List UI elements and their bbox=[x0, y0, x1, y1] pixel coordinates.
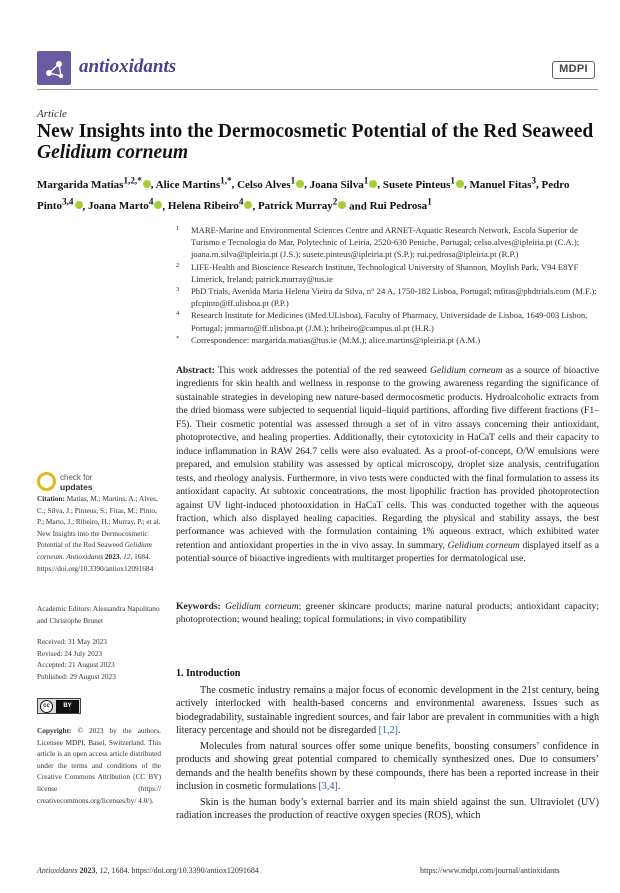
citation-doi-link[interactable]: , 1684. https://doi.org/10.3390/antiox12091684 bbox=[37, 551, 154, 573]
copyright-notice: Copyright: © 2023 by the authors. Licensee MDPI, Basel, Switzerland. This article is an open access article distributed under the terms and conditions of the Creative Commons Attribution (CC BY) license (https:// creativecommons.org/licenses/by/ 4.0/). bbox=[37, 726, 161, 805]
affiliation: 2 LIFE-Health and Bioscience Research Institute, Technological University of Shannon, Moylish Park, V94 E8YF Limerick, Ireland; patrick.murray@tus.ie bbox=[176, 261, 579, 284]
author[interactable]: Joana Marto$^4$ bbox=[88, 200, 162, 212]
author-list: Margarida Matias$^{1,2,*}$ , Alice Martins$^{1,*}$, Celso Alves$^1$ , Joana Silva$^1$ , Susete Pinteus$^1$ , Manuel Fitas$^3$, Pedro Pinto$^{3,4}$ , Joana Marto$^4$ , Helena Ribeiro$^4$ , Patrick Murray$^2$ and Rui Pedrosa$^1$ bbox=[37, 175, 570, 213]
paragraph: The cosmetic industry remains a major focus of economic development in the 21st century, being actively interlocked with health-based concerns and environmental awareness. Issues such as biodegradability, sustainable ingredient sources, and fair labor are prevalent in communities with a high literacy percentage and should not be disregarded [1,2]. bbox=[176, 685, 599, 737]
affiliation: 1 MARE-Marine and Environmental Sciences Centre and ARNET-Aquatic Research Network, Escola Superior de Turismo e Tecnologia do Mar, Polytechnic of Leiria, 2520-630 Peniche, Portugal; celso.alves@ipleiria.pt (C.A.); joana.m.silva@ipleiria.pt (J.S.); susete.pinteus@ipleiria.pt (S.P.); rui.pedrosa@ipleiria.pt (R.P.) bbox=[176, 225, 580, 260]
academic-editors: Academic Editors: Alessandra Napolitano and Christophe Brunet bbox=[37, 604, 160, 625]
author[interactable]: Helena Ribeiro$^4$ bbox=[168, 200, 253, 212]
article-type: Article bbox=[37, 108, 67, 120]
check-for-updates-button[interactable]: check for updates bbox=[37, 472, 127, 494]
reference-link[interactable]: [3,4] bbox=[318, 781, 338, 793]
footer-journal-url[interactable]: https://www.mdpi.com/journal/antioxidants bbox=[420, 866, 560, 875]
affiliation: 4 Research Institute for Medicines (iMed.ULisboa), Faculty of Pharmacy, Universidade de Lisboa, 1649-003 Lisbon, Portugal; jmmarto@ff.ulisboa.pt (J.M.); hribeiro@campus.ul.pt (H.R.) bbox=[176, 310, 588, 333]
article-title: New Insights into the Dermocosmetic Potential of the Red Seaweed Gelidium corneum bbox=[37, 121, 594, 163]
paragraph: Molecules from natural sources offer some unique benefits, boosting consumers’ confidence in products and showing great potential compared to chemically synthesized ones. Due to consumers’ demands and the health benefits shown by these compounds, there has been a reported increase in their inclusion in cosmetic formulations [3,4]. bbox=[176, 740, 599, 793]
journal-name[interactable]: antioxidants bbox=[79, 56, 177, 77]
header-divider bbox=[37, 89, 598, 90]
footer-citation: Antioxidants 2023, 12, 1684. https://doi.org/10.3390/antiox12091684 bbox=[37, 866, 259, 875]
author[interactable]: Pedro Pinto$^{3,4}$ bbox=[37, 178, 570, 213]
orcid-icon[interactable] bbox=[296, 180, 304, 188]
publisher-logo[interactable]: MDPI bbox=[552, 61, 595, 79]
author[interactable]: Joana Silva$^1$ bbox=[310, 179, 378, 191]
citation: Citation: Matias, M.; Martins, A.; Alves, C.; Silva, J.; Pinteus, S.; Fitas, M.; Pinto, P.; Marto, J.; Ribeiro, H.; Murray, P.; et al. New Insights into the Dermocosmetic Potential of the Red Seaweed Gelidium corneum. Antioxidants 2023, 12, 1684. https://doi.org/10.3390/antiox12091684 bbox=[37, 494, 161, 573]
publication-dates: Received: 31 May 2023 Revised: 24 July 2023 Accepted: 21 August 2023 Published: 29 August 2023 bbox=[37, 637, 116, 681]
orcid-icon[interactable] bbox=[244, 201, 252, 209]
orcid-icon[interactable] bbox=[369, 180, 377, 188]
cc-icon: cc bbox=[40, 700, 53, 713]
abstract: Abstract: This work addresses the potential of the red seaweed Gelidium corneum as a source of bioactive ingredients for skin health and wellness in response to the growing awareness regarding the significance of sustainable strategies in developing new nature-based dermocosmetic products. Hydroalcoholic extracts from the dried biomass were subjected to sequential liquid–liquid partitions, affording five different fractions (F1–F5). Their cosmetic potential was assessed through a set of in vitro assays concerning their antioxidant, photoprotective, and healing properties. Additionally, their cytotoxicity in HaCaT cells and their capacity to induce inflammation in RAW 264.7 cells were also evaluated. As a proof-of-concept, O/W emulsions were prepared, and emulsion stability was assessed by optical microscopy, droplet size analysis, centrifugation tests, and rheology analysis. Furthermore, in vivo tests were conducted with the final formulation to assess its antioxidant capacity. At subtoxic concentrations, the most lipophilic fraction has provided photoprotection against UV light-induced photooxidation in HaCaT cells. This was conducted together with the aqueous fraction, which also displayed healing capacities. Regarding the physical and stability assays, the best performance was achieved with the formulation containing 1% aqueous extract, which exhibited water retention and antioxidant properties in the in vivo assay. In summary, Gelidium corneum displayed itself as a potential source of bioactive ingredients with multitarget properties for dermatological use. bbox=[176, 365, 599, 565]
orcid-icon[interactable] bbox=[154, 201, 162, 209]
author[interactable]: Celso Alves$^1$ bbox=[237, 179, 304, 191]
by-icon: BY bbox=[56, 700, 79, 713]
correspondence: * Correspondence: margarida.matias@tus.ie (M.M.); alice.martins@ipleiria.pt (A.M.) bbox=[176, 334, 481, 345]
footer-doi-link[interactable]: , 1684. https://doi.org/10.3390/antiox12091684 bbox=[107, 866, 259, 875]
author[interactable]: Susete Pinteus$^1$ bbox=[383, 179, 464, 191]
author[interactable]: Manuel Fitas$^3$ bbox=[469, 175, 537, 191]
author[interactable]: Rui Pedrosa$^1$ bbox=[369, 196, 432, 213]
introduction-body bbox=[176, 684, 599, 825]
section-heading: 1. Introduction bbox=[176, 668, 241, 679]
author[interactable]: Patrick Murray$^2$ bbox=[258, 200, 346, 212]
affiliations bbox=[176, 224, 601, 346]
orcid-icon[interactable] bbox=[143, 180, 151, 188]
paragraph: Skin is the human body’s external barrier and its main shield against the sun. Ultraviolet (UV) radiation increases the production of reactive oxygen species (ROS), which bbox=[176, 796, 599, 822]
affiliation: 3 PhD Trials, Avenida Maria Helena Vieira da Silva, n° 24 A, 1750-182 Lisboa, Portugal; mfitas@phdtrials.com (M.F.); pfcpinto@ff.ulisboa.pt (P.P.) bbox=[176, 286, 597, 309]
check-updates-icon bbox=[37, 472, 56, 491]
keywords: Keywords: Gelidium corneum; greener skincare products; marine natural products; antioxidant capacity; photoprotection; wound healing; topical formulations; in vivo compatibility bbox=[176, 601, 599, 626]
author[interactable]: Margarida Matias$^{1,2,*}$ bbox=[37, 179, 151, 191]
author[interactable]: Alice Martins$^{1,*}$ bbox=[155, 175, 232, 191]
orcid-icon[interactable] bbox=[75, 201, 83, 209]
orcid-icon[interactable] bbox=[338, 201, 346, 209]
reference-link[interactable]: [1,2] bbox=[378, 725, 398, 737]
cc-by-license-badge[interactable] bbox=[37, 698, 81, 714]
journal-logo bbox=[37, 51, 71, 85]
molecule-icon bbox=[37, 51, 71, 85]
orcid-icon[interactable] bbox=[456, 180, 464, 188]
